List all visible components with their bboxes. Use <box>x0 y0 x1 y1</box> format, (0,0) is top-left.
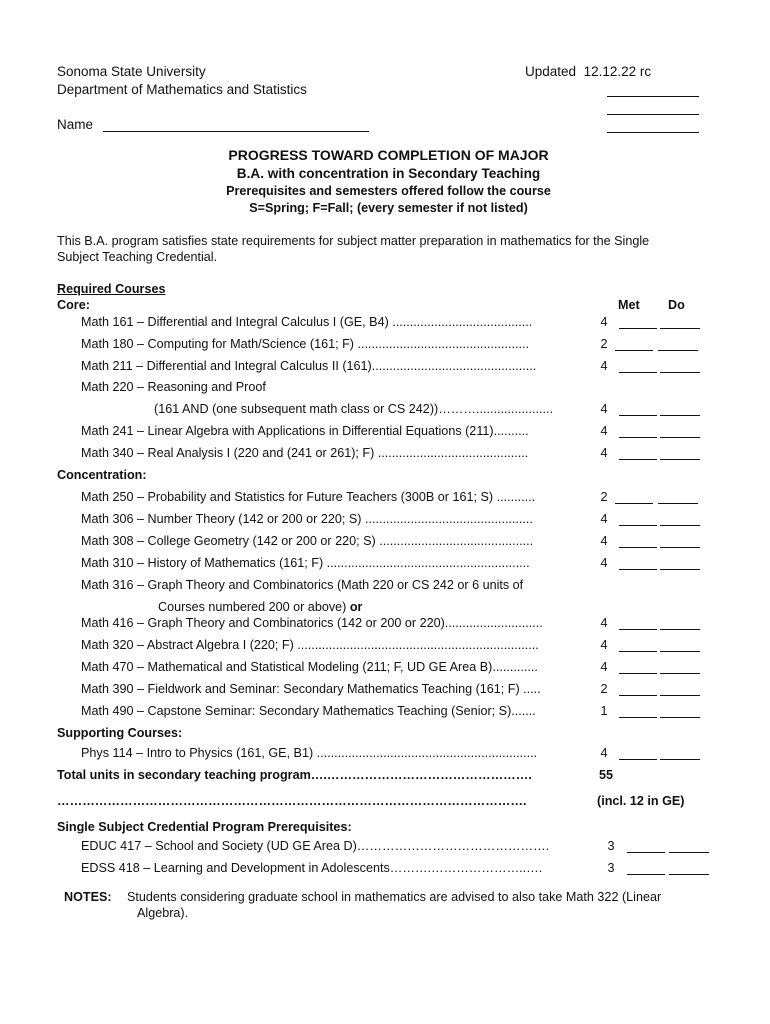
page-subtitle: B.A. with concentration in Secondary Teaching <box>236 166 541 181</box>
title-note-1: Prerequisites and semesters offered follow the course <box>226 184 551 198</box>
do-blank[interactable] <box>660 569 700 570</box>
do-blank[interactable] <box>669 874 709 875</box>
met-blank[interactable] <box>615 350 653 351</box>
met-blank[interactable] <box>619 547 657 548</box>
do-blank[interactable] <box>660 525 700 526</box>
updated-label: Updated 12.12.22 rc <box>525 64 652 79</box>
concentration-label: Concentration: <box>57 468 147 482</box>
met-column-header: Met <box>618 298 640 312</box>
course-units: 4 <box>600 512 608 526</box>
do-blank[interactable] <box>669 852 709 853</box>
course-row: Math 416 – Graph Theory and Combinatorics (142 or 200 or 220)............................ <box>81 616 543 630</box>
course-units: 4 <box>600 616 608 630</box>
course-row: Math 180 – Computing for Math/Science (161; F) ................................................. <box>81 337 529 351</box>
core-label: Core: <box>57 298 90 312</box>
met-blank[interactable] <box>619 717 657 718</box>
updated-blank-3[interactable] <box>607 132 699 133</box>
course-row: Phys 114 – Intro to Physics (161, GE, B1) ............................................................... <box>81 746 538 760</box>
course-units: 4 <box>600 424 608 438</box>
do-blank[interactable] <box>660 415 700 416</box>
met-blank[interactable] <box>619 415 657 416</box>
course-row: Math 220 – Reasoning and Proof <box>81 380 266 394</box>
updated-blank-1[interactable] <box>607 96 699 97</box>
name-label: Name <box>57 117 94 132</box>
do-blank[interactable] <box>660 629 700 630</box>
course-units: 2 <box>600 490 608 504</box>
met-blank[interactable] <box>619 569 657 570</box>
total-units: 55 <box>599 768 614 782</box>
do-blank[interactable] <box>660 459 700 460</box>
met-blank[interactable] <box>619 759 657 760</box>
do-blank[interactable] <box>660 372 700 373</box>
met-blank[interactable] <box>619 525 657 526</box>
met-blank[interactable] <box>619 459 657 460</box>
university-name: Sonoma State University <box>57 64 206 79</box>
course-units: 4 <box>600 534 608 548</box>
course-units: 2 <box>600 337 608 351</box>
notes-label: NOTES: <box>64 890 112 904</box>
course-row: Math 470 – Mathematical and Statistical Modeling (211; F, UD GE Area B)............. <box>81 660 538 674</box>
met-blank[interactable] <box>615 503 653 504</box>
course-units: 4 <box>600 746 608 760</box>
met-blank[interactable] <box>619 673 657 674</box>
course-units: 4 <box>600 315 608 329</box>
supporting-label: Supporting Courses: <box>57 726 183 740</box>
course-units: 2 <box>600 682 608 696</box>
course-units: 4 <box>600 446 608 460</box>
met-blank[interactable] <box>619 328 657 329</box>
course-row: Math 310 – History of Mathematics (161; F) .......................................................... <box>81 556 530 570</box>
intro-line-1: This B.A. program satisfies state requirements for subject matter preparation in mathematics for the Single <box>57 234 650 248</box>
met-blank[interactable] <box>627 852 665 853</box>
course-row: Math 211 – Differential and Integral Calculus II (161)............................................... <box>81 359 537 373</box>
met-blank[interactable] <box>619 695 657 696</box>
course-units: 3 <box>607 861 615 875</box>
met-blank[interactable] <box>627 874 665 875</box>
course-row: Math 340 – Real Analysis I (220 and (241 or 261); F) ........................................... <box>81 446 529 460</box>
credential-heading: Single Subject Credential Program Prerequisites: <box>57 820 352 834</box>
total-dots: …………………………………………………………………………………………………. <box>57 794 527 808</box>
do-blank[interactable] <box>660 651 700 652</box>
do-blank[interactable] <box>660 759 700 760</box>
do-blank[interactable] <box>660 673 700 674</box>
do-blank[interactable] <box>660 547 700 548</box>
course-units: 4 <box>600 660 608 674</box>
course-row: Math 490 – Capstone Seminar: Secondary Mathematics Teaching (Senior; S)....... <box>81 704 536 718</box>
course-units: 3 <box>607 839 615 853</box>
course-row-continued: Courses numbered 200 or above) or <box>158 600 363 614</box>
course-units: 4 <box>600 556 608 570</box>
course-units: 1 <box>600 704 608 718</box>
do-blank[interactable] <box>658 350 698 351</box>
course-row: EDUC 417 – School and Society (UD GE Area D)………………………………………. <box>81 839 550 853</box>
met-blank[interactable] <box>619 651 657 652</box>
department-name: Department of Mathematics and Statistics <box>57 82 307 97</box>
notes-line-2: Algebra). <box>137 906 189 920</box>
notes-line-1: Students considering graduate school in mathematics are advised to also take Math 322 (Linear <box>127 890 662 904</box>
name-field[interactable] <box>103 131 369 132</box>
do-blank[interactable] <box>658 503 698 504</box>
course-row: EDSS 418 – Learning and Development in Adolescents……….…………………..…. <box>81 861 543 875</box>
updated-value: 12.12.22 rc <box>583 64 652 79</box>
title-note-2: S=Spring; F=Fall; (every semester if not listed) <box>249 201 528 215</box>
course-row: Math 320 – Abstract Algebra I (220; F) ..................................................................... <box>81 638 539 652</box>
intro-line-2: Subject Teaching Credential. <box>57 250 218 264</box>
course-row: Math 250 – Probability and Statistics for Future Teachers (300B or 161; S) ........... <box>81 490 536 504</box>
do-column-header: Do <box>668 298 685 312</box>
met-blank[interactable] <box>619 437 657 438</box>
do-blank[interactable] <box>660 717 700 718</box>
do-blank[interactable] <box>660 695 700 696</box>
total-label: Total units in secondary teaching program….…………………………………………. <box>57 768 532 782</box>
or-label: or <box>349 600 363 614</box>
do-blank[interactable] <box>660 437 700 438</box>
do-blank[interactable] <box>660 328 700 329</box>
total-ge-note: (incl. 12 in GE) <box>597 794 685 808</box>
course-row: Math 390 – Fieldwork and Seminar: Secondary Mathematics Teaching (161; F) ..... <box>81 682 541 696</box>
course-row: Math 161 – Differential and Integral Calculus I (GE, B4) ........................................ <box>81 315 533 329</box>
course-row-continued: (161 AND (one subsequent math class or CS 242))………...................... <box>154 402 553 416</box>
course-row: Math 308 – College Geometry (142 or 200 or 220; S) ............................................ <box>81 534 534 548</box>
course-units: 4 <box>600 402 608 416</box>
updated-blank-2[interactable] <box>607 114 699 115</box>
course-row: Math 316 – Graph Theory and Combinatorics (Math 220 or CS 242 or 6 units of <box>81 578 524 592</box>
course-units: 4 <box>600 638 608 652</box>
met-blank[interactable] <box>619 372 657 373</box>
met-blank[interactable] <box>619 629 657 630</box>
course-units: 4 <box>600 359 608 373</box>
page-title: PROGRESS TOWARD COMPLETION OF MAJOR <box>228 147 549 163</box>
course-row: Math 241 – Linear Algebra with Applications in Differential Equations (211).......... <box>81 424 529 438</box>
course-row: Math 306 – Number Theory (142 or 200 or 220; S) ................................................ <box>81 512 533 526</box>
required-heading: Required Courses <box>57 282 166 296</box>
